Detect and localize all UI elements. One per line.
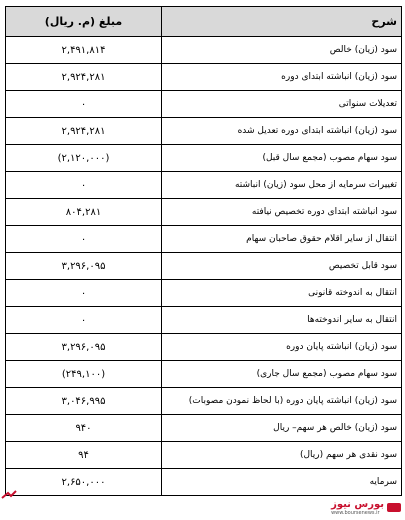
table-row [6, 145, 402, 172]
row-amount: ۰ [6, 172, 162, 199]
table-row [6, 118, 402, 145]
row-amount: ۳,۲۹۶,۰۹۵ [6, 334, 162, 361]
table-row [6, 226, 402, 253]
row-description: سود (زیان) انباشته ابتدای دوره [162, 64, 402, 91]
row-amount: ۰ [6, 91, 162, 118]
row-description: سود سهام مصوب (مجمع سال قبل) [162, 145, 402, 172]
row-description: تعدیلات سنواتی [162, 91, 402, 118]
row-amount: ۲,۴۹۱,۸۱۴ [6, 37, 162, 64]
row-description: سود نقدی هر سهم (ریال) [162, 442, 402, 469]
row-description: سود (زیان) انباشته پایان دوره (با لحاظ نمودن مصوبات) [162, 388, 402, 415]
table-row [6, 361, 402, 388]
row-amount: ۳,۰۴۶,۹۹۵ [6, 388, 162, 415]
table-row [6, 307, 402, 334]
row-description: سود انباشته ابتدای دوره تخصیص نیافته [162, 199, 402, 226]
table-row [6, 415, 402, 442]
row-amount: ۲,۹۲۴,۲۸۱ [6, 64, 162, 91]
table-row [6, 442, 402, 469]
row-description: سود (زیان) انباشته پایان دوره [162, 334, 402, 361]
row-amount: ۸۰۴,۲۸۱ [6, 199, 162, 226]
row-description: سود (زیان) خالص هر سهم– ریال [162, 415, 402, 442]
row-amount: ۰ [6, 226, 162, 253]
table-row [6, 64, 402, 91]
boursenews-logo-icon [387, 503, 401, 512]
table-row [6, 91, 402, 118]
financial-table-container [5, 6, 401, 496]
row-amount: ۹۴ [6, 442, 162, 469]
boursenews-watermark [331, 499, 401, 516]
row-amount: ۲,۹۲۴,۲۸۱ [6, 118, 162, 145]
row-description: سرمایه [162, 469, 402, 496]
table-row [6, 334, 402, 361]
table-row [6, 199, 402, 226]
table-row [6, 253, 402, 280]
watermark-subtext: www.boursenews.ir [331, 510, 380, 516]
pen-mark-icon [1, 490, 17, 500]
retained-earnings-table [5, 6, 402, 496]
table-header-row [6, 7, 402, 37]
header-amount: مبلغ (م. ریال) [6, 7, 162, 37]
table-row [6, 37, 402, 64]
row-description: انتقال به سایر اندوخته‌ها [162, 307, 402, 334]
row-description: انتقال از سایر اقلام حقوق صاحبان سهام [162, 226, 402, 253]
row-amount: ۲,۶۵۰,۰۰۰ [6, 469, 162, 496]
header-description: شرح [162, 7, 402, 37]
row-description: سود سهام مصوب (مجمع سال جاری) [162, 361, 402, 388]
row-description: انتقال به اندوخته قانونی [162, 280, 402, 307]
row-description: سود (زیان) خالص [162, 37, 402, 64]
row-amount: ۰ [6, 307, 162, 334]
table-row [6, 469, 402, 496]
table-row [6, 280, 402, 307]
row-description: تغییرات سرمایه از محل سود (زیان) انباشته [162, 172, 402, 199]
watermark-text: بورس نیوز [331, 499, 384, 510]
row-description: سود قابل تخصیص [162, 253, 402, 280]
row-amount: ۹۴۰ [6, 415, 162, 442]
table-row [6, 172, 402, 199]
row-description: سود (زیان) انباشته ابتدای دوره تعدیل شده [162, 118, 402, 145]
row-amount: ۰ [6, 280, 162, 307]
row-amount: (۲,۱۲۰,۰۰۰) [6, 145, 162, 172]
row-amount: (۲۴۹,۱۰۰) [6, 361, 162, 388]
row-amount: ۳,۲۹۶,۰۹۵ [6, 253, 162, 280]
table-row [6, 388, 402, 415]
